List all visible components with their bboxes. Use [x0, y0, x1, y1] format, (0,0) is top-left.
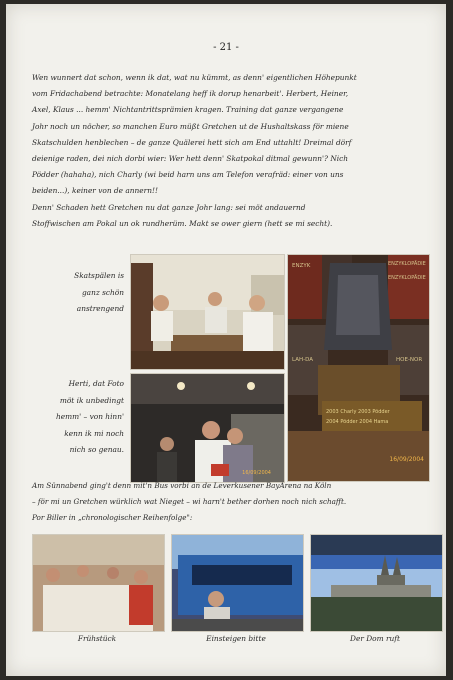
plaque-line-1: 2003 Charly 2003 Pödder [326, 409, 390, 415]
document-page [6, 4, 446, 676]
book-label-1: ENZYK [292, 263, 311, 269]
photo-group-camera [130, 373, 285, 483]
footer-paragraph: Am Sünnabend ging't denn mit'n Bus vorbi an de Leverkusener BayArena na Köln – för mi un Gretchen würklich wat Nieget – wi harn't bether dorhen noch nich schafft. Por Biller in „chronologischer Reihenfolge": [32, 481, 347, 522]
trophy-photo-date: 16/09/2004 [389, 456, 424, 463]
photo-skat-players [130, 254, 285, 370]
book-label-3: ENZYKLOPÄDIE [388, 275, 426, 281]
photo-breakfast [32, 534, 165, 632]
book-label-2: ENZYKLOPÄDIE [388, 261, 426, 267]
photo-trophy [287, 254, 430, 482]
intro-paragraph: Wen wunnert dat schon, wenn ik dat, wat nu kümmt, as denn' eigentlichen Höhepunkt vom Fridachabend betrachte: Monatelang heff ik dorup henarbeit'. Herbert, Heiner, Axel, Klaus ... hemm' Nichtantrittsprämien kragen. Training dat ganze vergangene Johr noch un nöcher, so manchen Euro müßt Gretchen ut de Hushaltskass för miene Skatschulden henblechen – de ganze Quälerei hett sich am End uttahlt! Dreimal dörf deienige raden, dei nich dorbi wier: Wer hett denn' Skatpokal ditmal gewunn'? Nich Pödder (hahaha), nich Charly (wi beid harn uns am Telefon verafräd: einer von uns beiden...), keiner von de annern!! Denn' Schaden hett Gretchen nu dat ganze Johr lang: sei möt andauernd Stoffwischen am Pokal un ok rundherüm. Makt se ower giern (hett se mi secht). [32, 73, 357, 228]
caption-breakfast: Frühstück [77, 634, 117, 643]
book-label-4: LAH-DA [292, 357, 313, 363]
side-caption-skat: Skatspälen is ganz schön anstrengend [74, 271, 124, 313]
caption-cathedral: Der Dom ruft [350, 634, 400, 643]
photo-bus [171, 534, 304, 632]
plaque-line-2: 2004 Pödder 2004 Hama [326, 419, 389, 425]
photo-cologne-cathedral [310, 534, 443, 632]
caption-bus: Einsteigen bitte [206, 634, 266, 643]
page-number: - 21 - [213, 42, 239, 53]
side-caption-foto: Herti, dat Foto möt ik unbedingt hemm' – von hinn' kenn ik mi noch nich so genau. [56, 379, 124, 454]
group-photo-date: 16/09/2004 [242, 470, 271, 476]
book-label-5: HOE-NOR [396, 357, 423, 363]
